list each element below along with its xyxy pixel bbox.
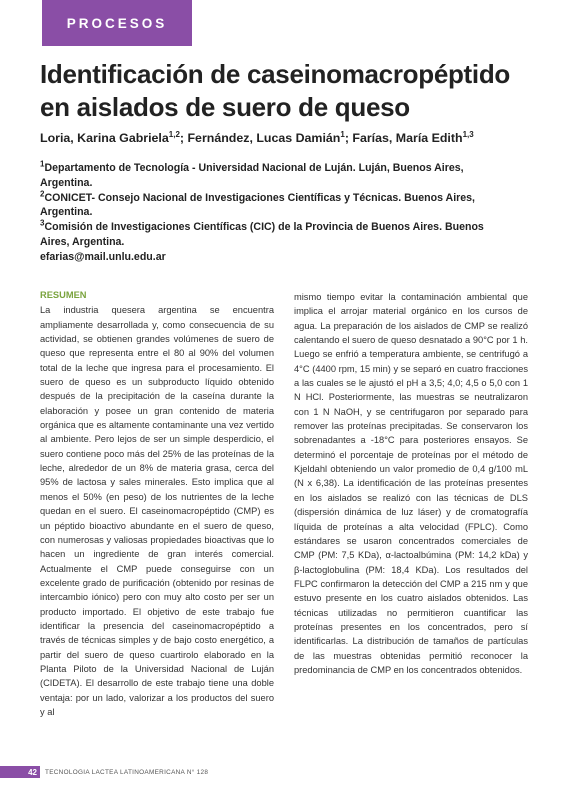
author-affiliation-mark: 1,3	[462, 129, 474, 139]
author-name: Farías, María Edith	[352, 131, 463, 145]
affiliation-mark: 3	[40, 218, 45, 228]
author-separator: ;	[344, 131, 353, 145]
author-affiliation-mark: 1	[340, 129, 345, 139]
page-number: 42	[0, 766, 40, 778]
author-separator: ;	[179, 131, 188, 145]
author-affiliation-mark: 1,2	[168, 129, 180, 139]
affiliation-text: CONICET- Consejo Nacional de Investigaciones Científicas y Técnicas. Buenos Aires, Argentina.	[40, 191, 475, 219]
abstract-paragraph: La industria quesera argentina se encuentra ampliamente desarrollada y, como consecuencia de su actividad, se obtienen grandes volúmenes de suero de queso que representa entre el 80 al 90% del volumen total de la leche que ingresa para el procesamiento. El suero de queso es un subproducto líquido obtenido después de la precipitación de la caseína durante la elaboración y posee un gran contenido de materia orgánica que es altamente contaminante una vez vertido al ambiente. Pero lejos de ser un simple desperdicio, el suero contiene poco más del 25% de las proteínas de la leche, alrededor de un 8% de materia grasa, cerca del 95% de lactosa y sales minerales. Esto implica que al menos el 50% (en peso) de los nutrientes de la leche quedan en el suero. El caseinomacropéptido (CMP) es un péptido bioactivo abundante en el suero de queso, con numerosas y valiosas propiedades bioactivas que lo hacen un ingrediente de gran interés comercial. Actualmente el CMP puede conseguirse con un excelente grado de purificación (obtenido por resinas de intercambio iónico) pero con muy alto costo per ser un producto importado. El objetivo de este trabajo fue identificar la presencia del caseinomacropéptido a través de técnicas simples y de bajo costo energético, a partir del suero de queso cuartirolo elaborado en la Planta Piloto de la Universidad Nacional de Luján (CIDETA). El desarrollo de este trabajo tiene una doble ventaja: por un lado, valorizar a los productos del suero y al	[40, 305, 274, 717]
affiliations	[40, 161, 510, 265]
affiliation-text: Departamento de Tecnología - Universidad Nacional de Luján. Luján, Buenos Aires, Argentina.	[40, 162, 464, 189]
abstract-left-column	[40, 288, 274, 719]
journal-name: TECNOLOGIA LACTEA LATINOAMERICANA N° 128	[45, 768, 209, 776]
affiliation	[40, 191, 510, 221]
abstract-right-column	[294, 290, 528, 677]
affiliation-mark: 2	[40, 189, 45, 199]
contact-email[interactable]: efarias@mail.unlu.edu.ar	[40, 250, 166, 263]
affiliation-mark: 1	[40, 159, 45, 169]
abstract-heading: RESUMEN	[40, 290, 87, 300]
abstract-paragraph: mismo tiempo evitar la contaminación ambiental que implica el arrojar material orgánico en los cursos de agua. La preparación de los aislados de CMP se realizó calentando el suero de queso desnatado a 90°C por 1 h. Luego se enfrió a temperatura ambiente, se centrifugó a 4°C (4400 rpm, 15 min) y se separó en cuatro fracciones a las cuales se le ajustó el pH a 3,5; 4,0; 4,5 o 5,0 con 1 N HCl. Posteriormente, las muestras se neutralizaron con 1 N NaOH, y se centrifugaron por separado para remover las proteínas precipitadas. Se conservaron los sobrenadantes a -18°C para posteriores ensayos. Se determinó el porcentaje de proteínas por el método de Kjeldahl obteniendo un valor promedio de 0,4 g/100 mL (N x 6,38). La identificación de las proteínas presentes en los aislados se realizó con las técnicas de DLS (dispersión dinámica de luz láser) y de cromatografía líquida de proteínas a alta velocidad (FPLC). Como estándares se usaron concentrados comerciales de CMP (PM: 7,5 KDa), α-lactoalbúmina (PM: 14,2 kDa) y β-lactoglobulina (PM: 18,4 KDa). Los resultados del FLPC confirmaron la detección del CMP a 215 nm y que estuvo presente en los cuatro aislados obtenidos. Las técnicas utilizadas no permitieron cuantificar las proteínas presentes en los concentrados, pero sí identificarlas. La distribución de tamaños de partículas de las muestras obtenidas permitió reconocer la predominancia de CMP en los concentrados obtenidos.	[294, 292, 528, 675]
author-list	[40, 131, 550, 145]
affiliation	[40, 161, 510, 191]
affiliation	[40, 220, 510, 250]
section-label: PROCESOS	[42, 0, 192, 46]
affiliation-text: Comisión de Investigaciones Científicas (CIC) de la Provincia de Buenos Aires. Buenos Aires, Argentina.	[40, 221, 484, 248]
article-title: Identificación de caseinomacropéptido en aislados de suero de queso	[40, 59, 511, 122]
author-name: Loria, Karina Gabriela	[40, 131, 169, 145]
author-name: Fernández, Lucas Damián	[187, 131, 341, 145]
